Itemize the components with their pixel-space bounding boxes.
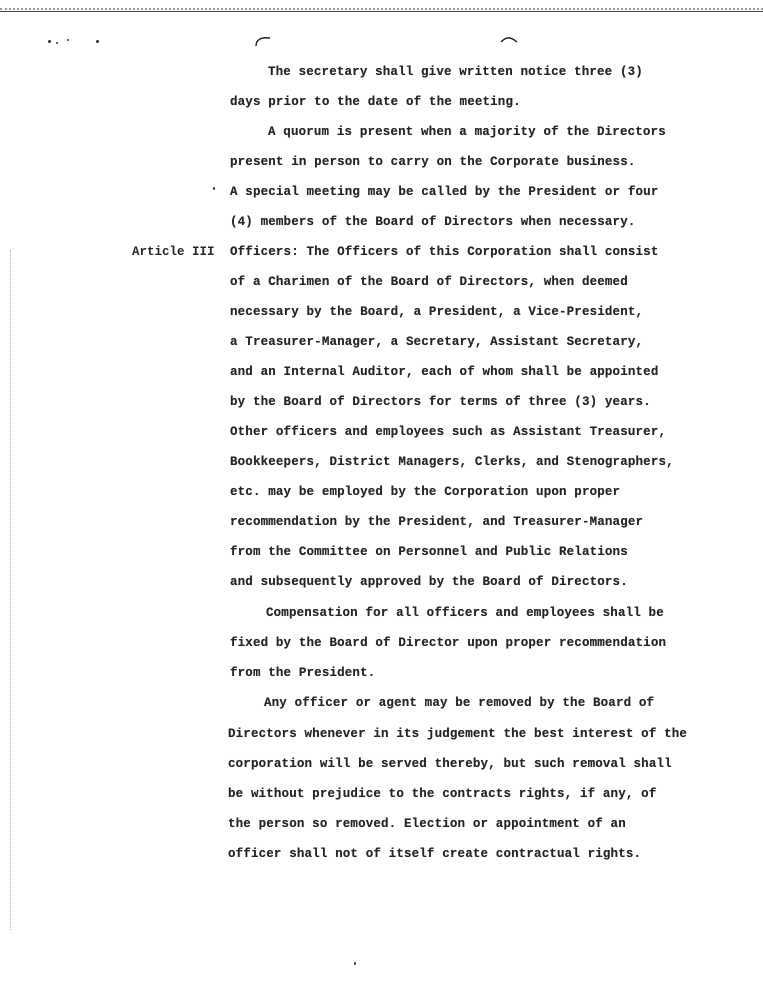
scan-left-edge <box>10 250 11 930</box>
text-line: a Treasurer-Manager, a Secretary, Assistant Secretary, <box>230 335 644 349</box>
text-line: officer shall not of itself create contractual rights. <box>228 847 642 861</box>
text-line: and an Internal Auditor, each of whom shall be appointed <box>230 365 659 379</box>
article-label: Article III <box>132 245 215 259</box>
text-line: from the President. <box>230 666 376 680</box>
scan-speck <box>48 40 51 43</box>
text-line: present in person to carry on the Corporate business. <box>230 155 636 169</box>
text-line: A quorum is present when a majority of the Directors <box>268 125 666 139</box>
scan-speck <box>56 42 58 44</box>
text-line: necessary by the Board, a President, a Vice-President, <box>230 305 644 319</box>
text-line: from the Committee on Personnel and Public Relations <box>230 545 628 559</box>
text-line: A special meeting may be called by the President or four <box>230 185 659 199</box>
text-line: corporation will be served thereby, but such removal shall <box>228 757 672 771</box>
text-line: of a Charimen of the Board of Directors, when deemed <box>230 275 628 289</box>
text-line: Other officers and employees such as Assistant Treasurer, <box>230 425 667 439</box>
text-line: be without prejudice to the contracts rights, if any, of <box>228 787 657 801</box>
text-line: etc. may be employed by the Corporation upon proper <box>230 485 621 499</box>
scan-speck <box>213 187 215 190</box>
text-line: by the Board of Directors for terms of three (3) years. <box>230 395 651 409</box>
text-line: (4) members of the Board of Directors when necessary. <box>230 215 636 229</box>
hole-punch-mark <box>500 34 518 44</box>
hole-punch-mark <box>254 36 272 46</box>
text-line: Bookkeepers, District Managers, Clerks, and Stenographers, <box>230 455 674 469</box>
scan-top-edge <box>0 0 763 10</box>
text-line: Any officer or agent may be removed by the Board of <box>264 696 655 710</box>
scan-speck <box>96 40 99 43</box>
text-line: Directors whenever in its judgement the best interest of the <box>228 727 688 741</box>
text-line: fixed by the Board of Director upon proper recommendation <box>230 636 667 650</box>
text-line: and subsequently approved by the Board of Directors. <box>230 575 628 589</box>
text-line: recommendation by the President, and Treasurer-Manager <box>230 515 644 529</box>
text-line: The secretary shall give written notice three (3) <box>268 65 643 79</box>
text-line: Compensation for all officers and employees shall be <box>266 606 664 620</box>
scan-speck <box>67 39 69 41</box>
text-line: days prior to the date of the meeting. <box>230 95 521 109</box>
text-line: Officers: The Officers of this Corporation shall consist <box>230 245 659 259</box>
text-line: the person so removed. Election or appointment of an <box>228 817 626 831</box>
scan-speck <box>354 962 356 965</box>
